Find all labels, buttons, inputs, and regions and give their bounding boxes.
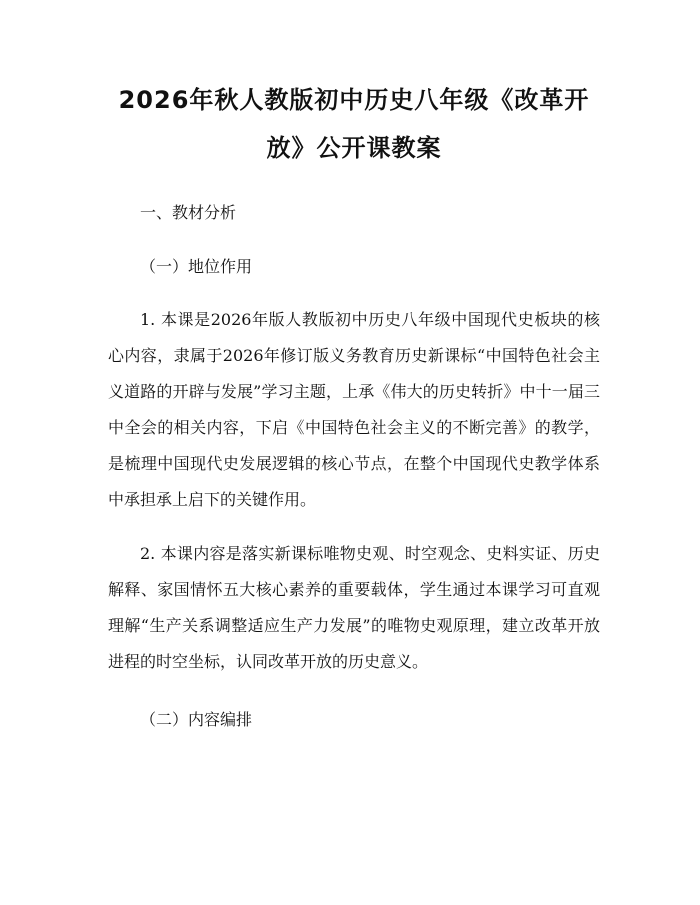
document-title	[108, 76, 600, 172]
paragraph-1: 1. 本课是2026年版人教版初中历史八年级中国现代史板块的核心内容，隶属于2026年修订版义务教育历史新课标“中国特色社会主义道路的开辟与发展”学习主题，上承《伟大的历史转折》中十一届三中全会的相关内容，下启《中国特色社会主义的不断完善》的教学，是梳理中国现代史发展逻辑的核心节点，在整个中国现代史教学体系中承担承上启下的关键作用。	[108, 310, 600, 509]
subsection-heading-content-arrangement: （二）内容编排	[140, 710, 253, 729]
title-line-1: 2026年秋人教版初中历史八年级《改革开	[118, 86, 590, 114]
section-heading-textbook-analysis: 一、教材分析	[140, 203, 237, 222]
paragraph-2: 2. 本课内容是落实新课标唯物史观、时空观念、史料实证、历史解释、家国情怀五大核心素养的重要载体，学生通过本课学习可直观理解“生产关系调整适应生产力发展”的唯物史观原理，建立改革开放进程的时空坐标，认同改革开放的历史意义。	[108, 544, 600, 671]
subsection-heading-position-role: （一）地位作用	[140, 257, 253, 276]
title-line-2: 放》公开课教案	[266, 134, 442, 162]
